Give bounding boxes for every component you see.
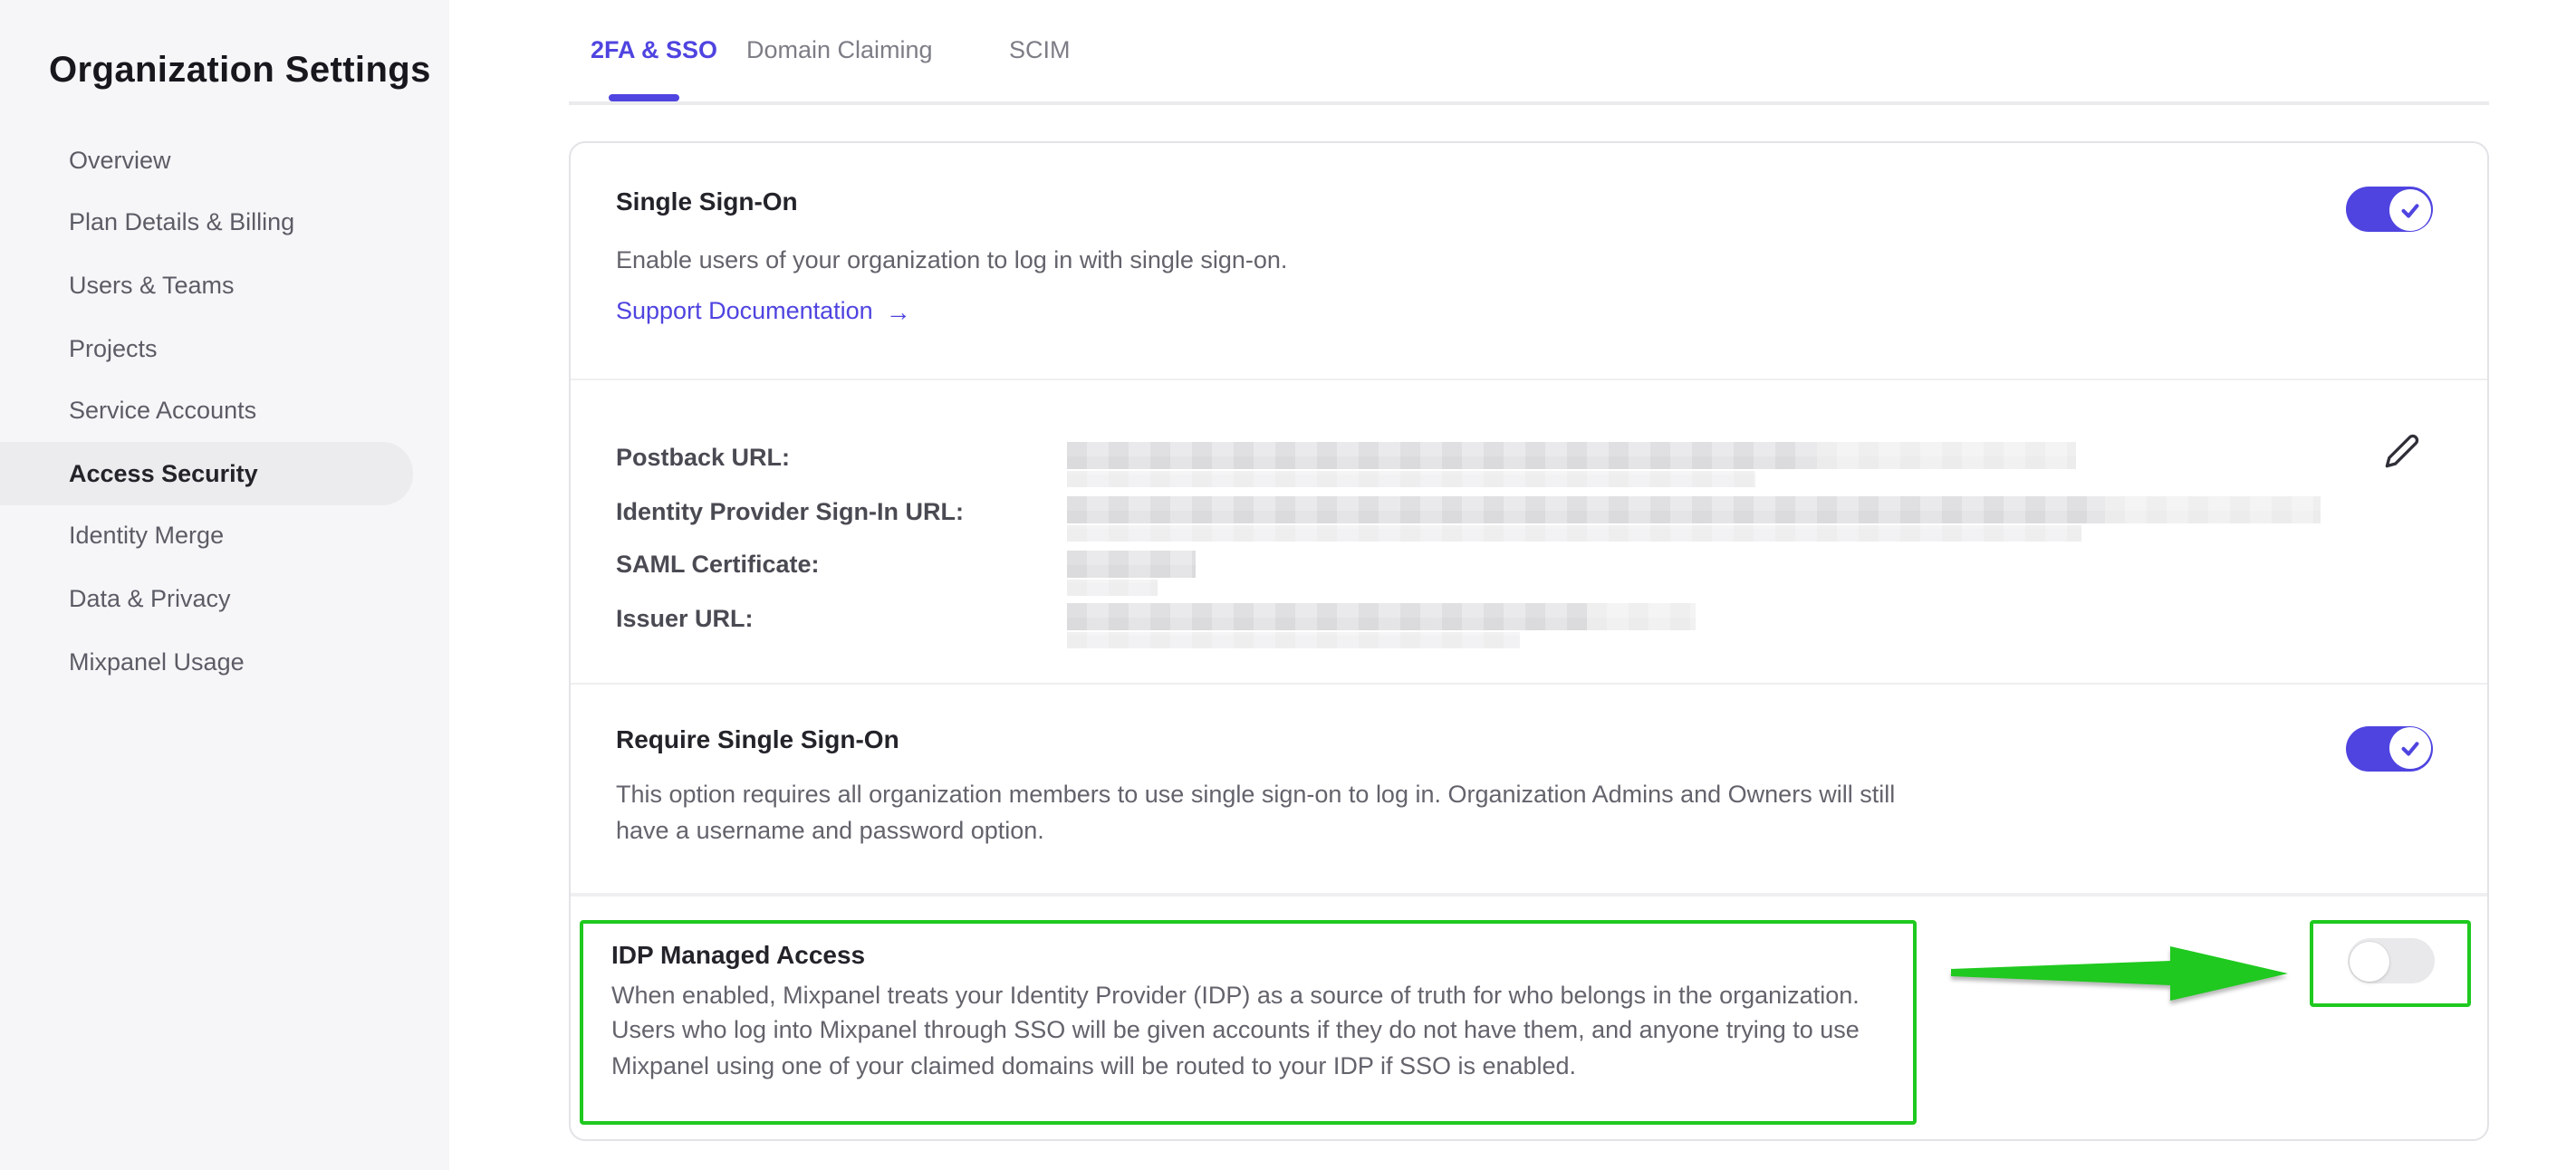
sso-section-description: Enable users of your organization to log in with single sign-on.: [616, 245, 1288, 273]
main-content: [449, 0, 2576, 1170]
sidebar-item-projects[interactable]: Projects: [69, 334, 158, 362]
annotation-arrow-icon: [1950, 943, 2287, 1002]
tab-bottom-border: [568, 101, 2488, 104]
section-divider: [570, 682, 2486, 685]
sidebar-item-users-teams[interactable]: Users & Teams: [69, 271, 235, 299]
idp-section-title: IDP Managed Access: [611, 939, 866, 968]
support-documentation-link[interactable]: Support Documentation →: [616, 296, 911, 325]
link-arrow-icon: →: [885, 296, 911, 325]
redacted-value: [1817, 441, 2076, 468]
postback-url-label: Postback URL:: [616, 443, 791, 470]
redacted-value: [1067, 525, 2081, 542]
redacted-value: [1067, 441, 1817, 468]
idp-managed-access-toggle[interactable]: [2348, 938, 2435, 983]
sidebar-item-identity-merge[interactable]: Identity Merge: [69, 522, 225, 550]
redacted-value: [1067, 632, 1520, 648]
tab-domain-claiming[interactable]: Domain Claiming: [746, 36, 933, 63]
require-sso-section-title: Require Single Sign-On: [616, 724, 899, 753]
issuer-url-label: Issuer URL:: [616, 604, 754, 631]
sso-section-title: Single Sign-On: [616, 186, 798, 215]
idp-signin-url-label: Identity Provider Sign-In URL:: [616, 497, 965, 525]
idp-section-description: When enabled, Mixpanel treats your Identity Provider (IDP) as a source of truth for who belongs in the organization. Users who log into Mixpanel through SSO will be given accounts if they do not have them, and anyone trying to use Mixpanel using one of your claimed domains will be routed to your IDP if SSO is enabled.: [611, 981, 1860, 1080]
section-divider: [570, 378, 2486, 380]
redacted-value: [2105, 496, 2321, 523]
redacted-value: [1587, 603, 1696, 630]
redacted-value: [1067, 579, 1158, 595]
toggle-knob: [2389, 727, 2430, 769]
active-tab-indicator: [609, 94, 679, 101]
tab-2fa-sso[interactable]: 2FA & SSO: [591, 36, 718, 63]
access-security-card: [568, 140, 2488, 1140]
sidebar-item-mixpanel-usage[interactable]: Mixpanel Usage: [69, 647, 245, 676]
pencil-icon: [2383, 432, 2419, 468]
page-title: Organization Settings: [49, 51, 431, 91]
tab-scim[interactable]: SCIM: [1009, 36, 1071, 63]
toggle-knob: [2350, 941, 2389, 981]
redacted-value: [1067, 470, 1755, 486]
sidebar-item-access-security[interactable]: Access Security: [0, 442, 413, 504]
require-sso-section-description: This option requires all organization members to use single sign-on to log in. Organization Admins and Owners will still have a username and password option.: [616, 780, 1896, 844]
sidebar: [0, 0, 449, 1170]
edit-saml-button[interactable]: [2383, 432, 2419, 468]
sidebar-nav: [0, 129, 449, 693]
section-divider: [570, 893, 2486, 896]
redacted-value: [1067, 496, 2105, 523]
sso-toggle[interactable]: [2345, 187, 2432, 232]
sidebar-item-overview[interactable]: Overview: [69, 146, 171, 174]
check-icon: [2398, 736, 2421, 760]
sidebar-item-service-accounts[interactable]: Service Accounts: [69, 397, 257, 425]
redacted-value: [1067, 603, 1587, 630]
sidebar-item-data-privacy[interactable]: Data & Privacy: [69, 584, 231, 612]
toggle-knob: [2389, 188, 2430, 230]
require-sso-toggle[interactable]: [2345, 725, 2432, 771]
sidebar-item-plan-details-billing[interactable]: Plan Details & Billing: [69, 208, 295, 236]
check-icon: [2398, 197, 2421, 221]
redacted-value: [1067, 550, 1196, 577]
saml-certificate-label: SAML Certificate:: [616, 551, 820, 579]
